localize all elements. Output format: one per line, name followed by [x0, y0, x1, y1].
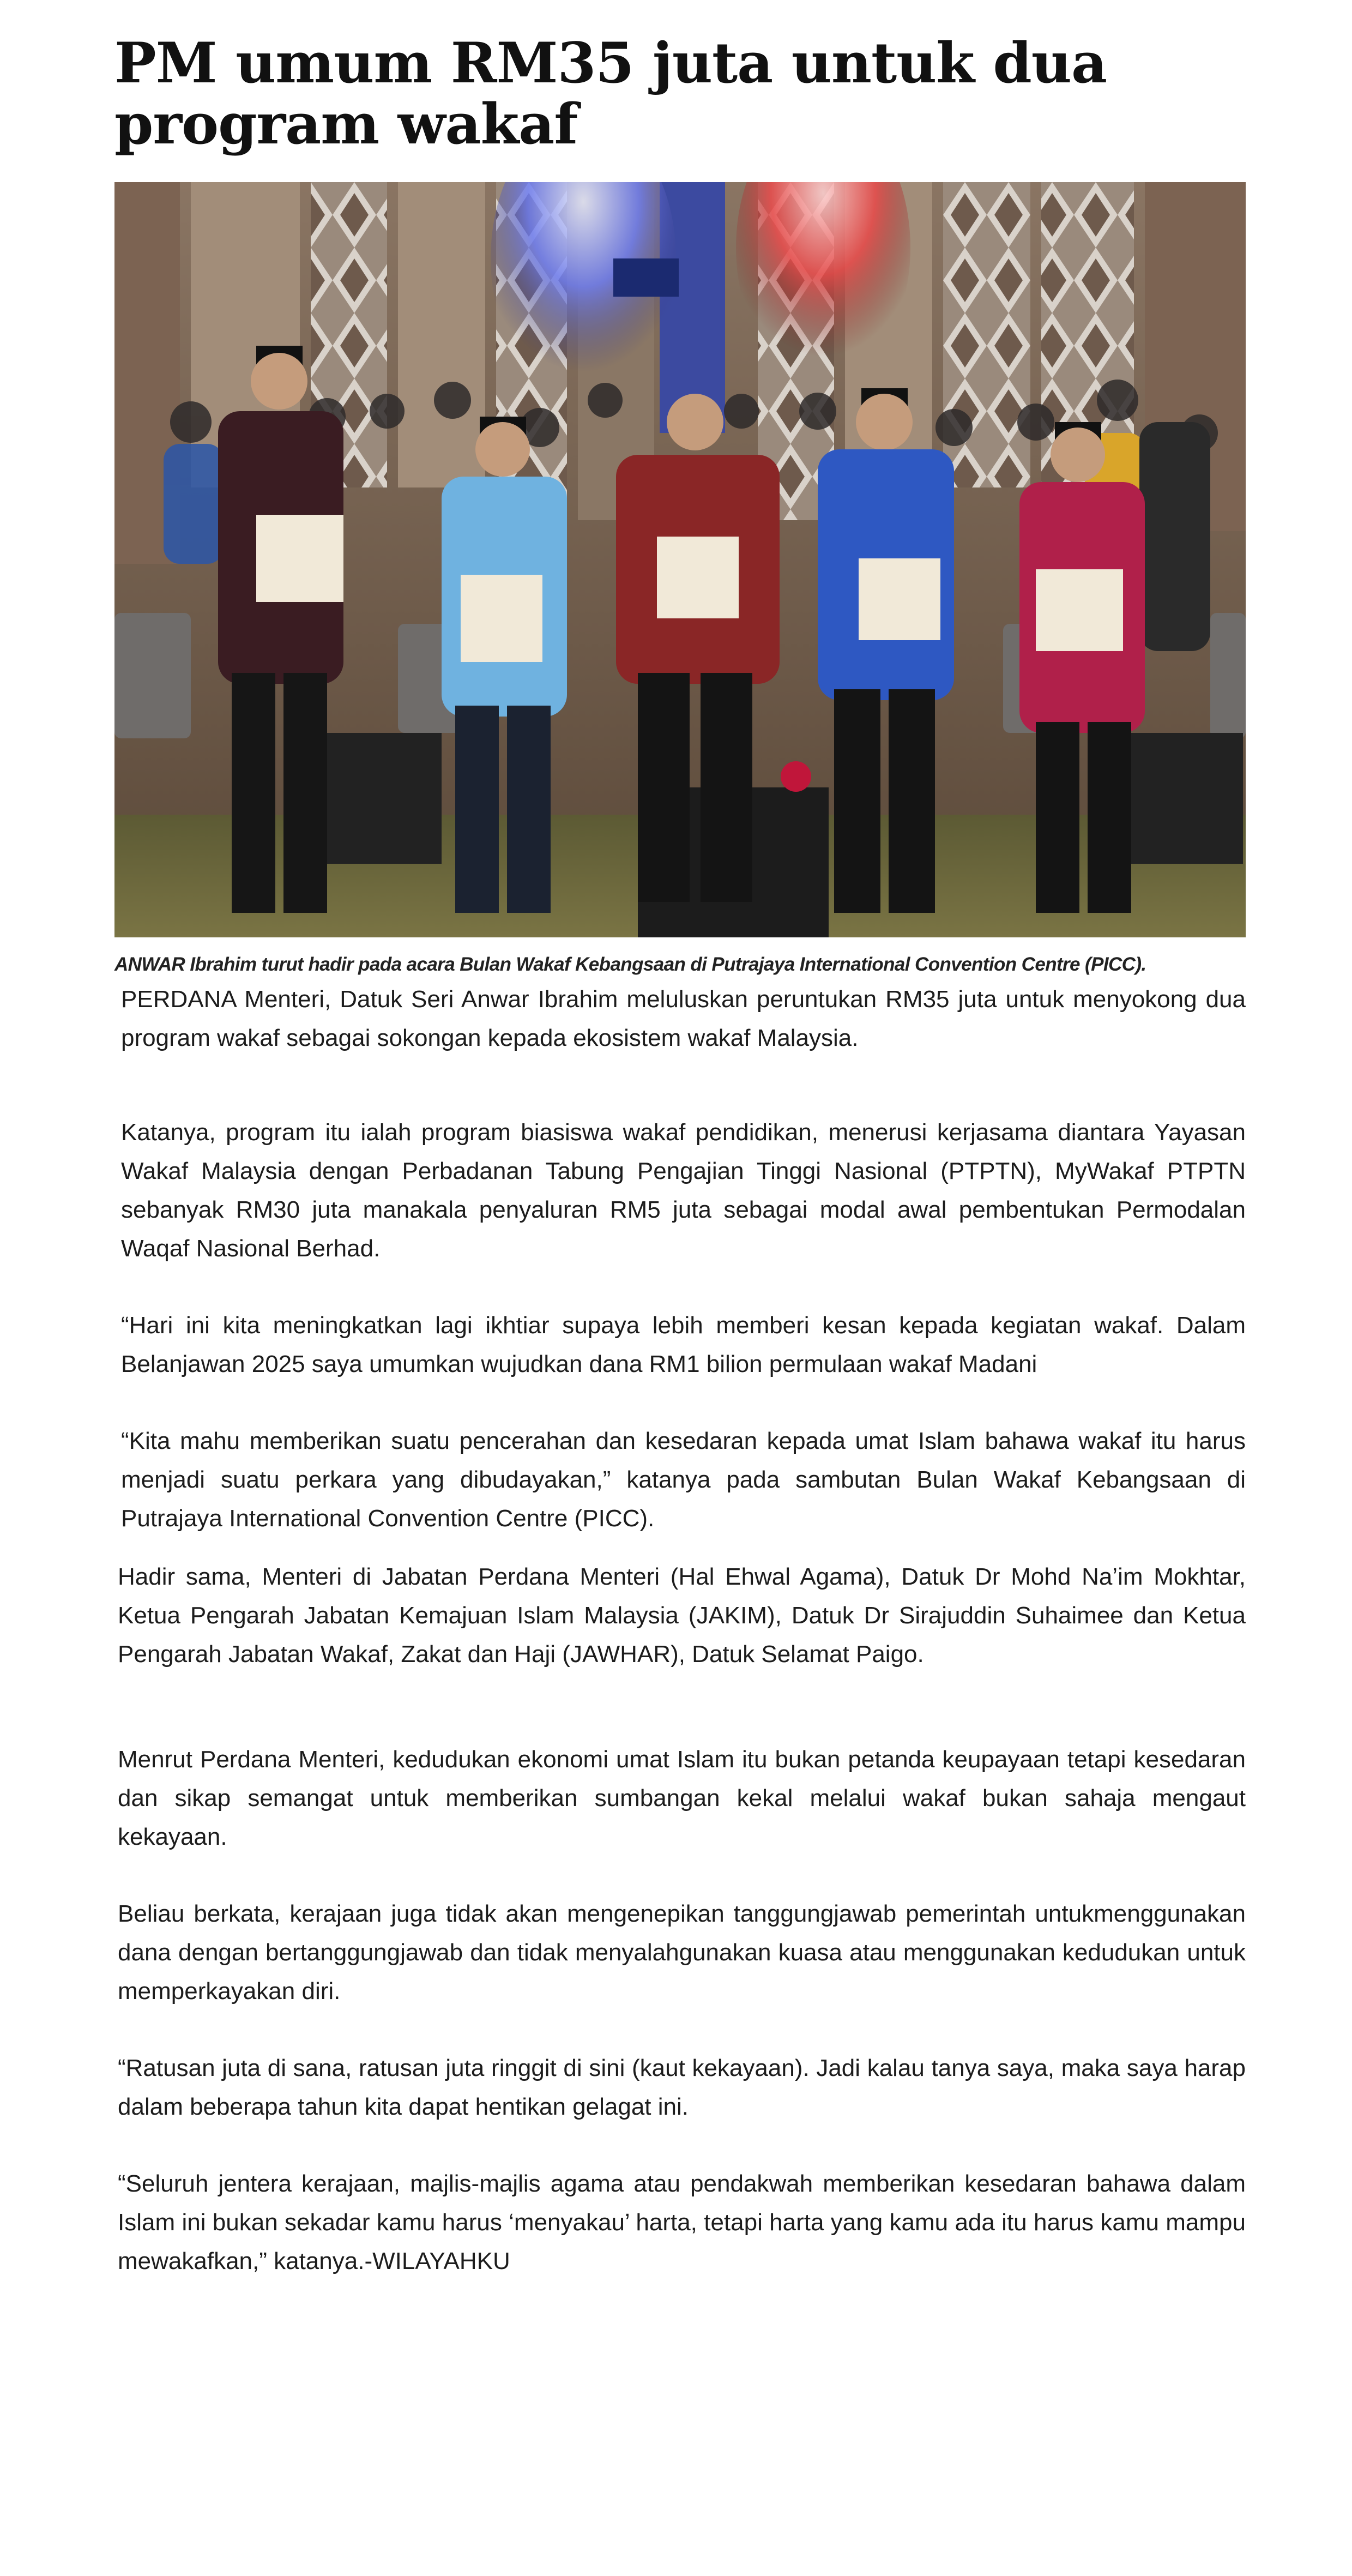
article [114, 33, 1246, 2280]
photo-caption: ANWAR Ibrahim turut hadir pada acara Bulan Wakaf Kebangsaan di Putrajaya International Convention Centre (PICC). [114, 954, 1146, 975]
article-body [114, 980, 1246, 2280]
paragraph-4: “Kita mahu memberikan suatu pencerahan dan kesedaran kepada umat Islam bahawa wakaf itu harus menjadi suatu perkara yang dibudayakan,” katanya pada sambutan Bulan Wakaf Kebangsaan di Putrajaya International Convention Centre (PICC). [121, 1428, 1246, 1532]
article-photo [114, 182, 1246, 937]
paragraph-2: Katanya, program itu ialah program biasiswa wakaf pendidikan, menerusi kerjasama diantara Yayasan Wakaf Malaysia dengan Perbadanan Tabung Pengajian Tinggi Nasional (PTPTN), MyWakaf PTPTN sebanyak RM30 juta manakala penyaluran RM5 juta sebagai modal awal pembentukan Permodalan Waqaf Nasional Berhad. [121, 1119, 1246, 1262]
paragraph-9: “Seluruh jentera kerajaan, majlis-majlis agama atau pendakwah memberikan kesedaran bahawa dalam Islam ini bukan sekadar kamu harus ‘menyakau’ harta, tetapi harta yang kamu ada itu harus kamu mampu mewakafkan,” katanya.-WILAYAHKU [118, 2170, 1246, 2274]
paragraph-3: “Hari ini kita meningkatkan lagi ikhtiar supaya lebih memberi kesan kepada kegiatan wakaf. Dalam Belanjawan 2025 saya umumkan wujudkan dana RM1 bilion permulaan wakaf Madani [121, 1312, 1246, 1377]
paragraph-7: Beliau berkata, kerajaan juga tidak akan mengenepikan tanggungjawab pemerintah untukmenggunakan dana dengan bertanggungjawab dan tidak menyalahgunakan kuasa atau menggunakan kedudukan untuk memperkayakan diri. [118, 1900, 1246, 2005]
paragraph-8: “Ratusan juta di sana, ratusan juta ringgit di sini (kaut kekayaan). Jadi kalau tanya saya, maka saya harap dalam beberapa tahun kita dapat hentikan gelagat ini. [118, 2055, 1246, 2120]
paragraph-5: Hadir sama, Menteri di Jabatan Perdana Menteri (Hal Ehwal Agama), Datuk Dr Mohd Na’im Mokhtar, Ketua Pengarah Jabatan Kemajuan Islam Malaysia (JAKIM), Datuk Dr Sirajuddin Suhaimee dan Ketua Pengarah Jabatan Wakaf, Zakat dan Haji (JAWHAR), Datuk Selamat Paigo. [118, 1563, 1246, 1668]
article-title: PM umum RM35 juta untuk dua program wakaf [114, 31, 1107, 157]
event-photo-illustration [114, 182, 1246, 937]
paragraph-6: Menrut Perdana Menteri, kedudukan ekonomi umat Islam itu bukan petanda keupayaan tetapi kesedaran dan sikap semangat untuk memberikan sumbangan kekal melalui wakaf bukan sahaja mengaut kekayaan. [118, 1746, 1246, 1850]
paragraph-1: PERDANA Menteri, Datuk Seri Anwar Ibrahim meluluskan peruntukan RM35 juta untuk menyokong dua program wakaf sebagai sokongan kepada ekosistem wakaf Malaysia. [121, 986, 1246, 1051]
